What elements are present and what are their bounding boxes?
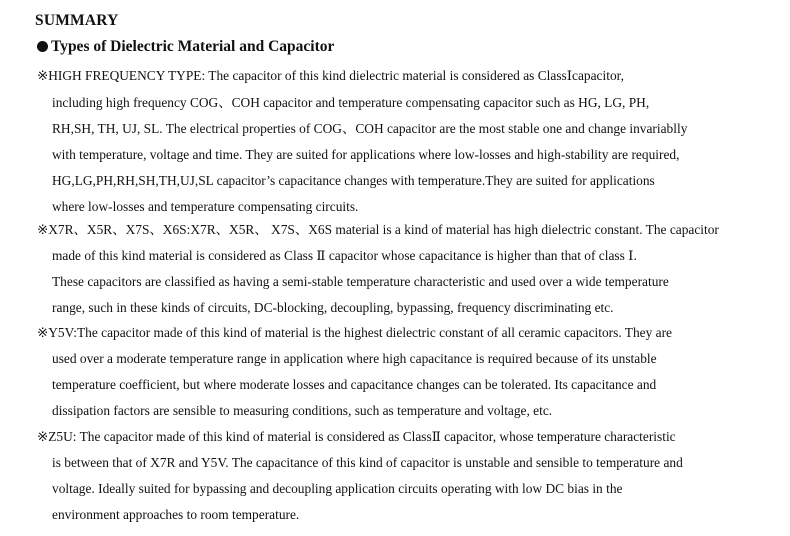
paragraph-line: voltage. Ideally suited for bypassing and decoupling application circuits operating with low DC bias in the [52, 481, 623, 496]
paragraph-line: ※X7R、X5R、X7S、X6S:X7R、X5R、 X7S、X6S material is a kind of material has high dielectric constant. The capacitor [37, 222, 719, 237]
paragraph-line: RH,SH, TH, UJ, SL. The electrical properties of COG、COH capacitor are the most stable one and change invariablly [52, 121, 688, 136]
paragraph-line: where low-losses and temperature compensating circuits. [52, 199, 359, 214]
paragraph-line: temperature coefficient, but where moderate losses and capacitance changes can be tolerated. Its capacitance and [52, 377, 657, 392]
paragraph-line: with temperature, voltage and time. They are suited for applications where low-losses and high-stability are required, [52, 147, 680, 162]
paragraph-line: ※Y5V:The capacitor made of this kind of material is the highest dielectric constant of all ceramic capacitors. They are [37, 325, 673, 340]
paragraph-line: These capacitors are classified as having a semi-stable temperature characteristic and used over a wide temperature [52, 274, 669, 289]
paragraph-line: is between that of X7R and Y5V. The capacitance of this kind of capacitor is unstable and sensible to temperature and [52, 455, 683, 470]
bullet-dot-icon [37, 41, 48, 52]
section-heading-text: Types of Dielectric Material and Capacitor [51, 38, 335, 55]
summary-title: SUMMARY [35, 12, 119, 29]
paragraph-line: used over a moderate temperature range in application where high capacitance is required because of its unstable [52, 351, 657, 366]
paragraph-line: made of this kind material is considered as Class Ⅱ capacitor whose capacitance is higher than that of class Ⅰ. [52, 248, 637, 263]
paragraph-line: HG,LG,PH,RH,SH,TH,UJ,SL capacitor’s capacitance changes with temperature.They are suited for applications [52, 173, 655, 188]
paragraph-line: ※Z5U: The capacitor made of this kind of material is considered as ClassⅡ capacitor, whose temperature characteristic [37, 429, 676, 444]
paragraph-line: ※HIGH FREQUENCY TYPE: The capacitor of this kind dielectric material is considered as ClassⅠcapacitor, [37, 68, 624, 83]
paragraph-line: including high frequency COG、COH capacitor and temperature compensating capacitor such as HG, LG, PH, [52, 95, 650, 110]
paragraph-line: environment approaches to room temperature. [52, 507, 300, 522]
paragraph-line: range, such in these kinds of circuits, DC-blocking, decoupling, bypassing, frequency discriminating etc. [52, 300, 614, 315]
section-heading [37, 38, 334, 56]
paragraph-line: dissipation factors are sensible to measuring conditions, such as temperature and voltage, etc. [52, 403, 553, 418]
